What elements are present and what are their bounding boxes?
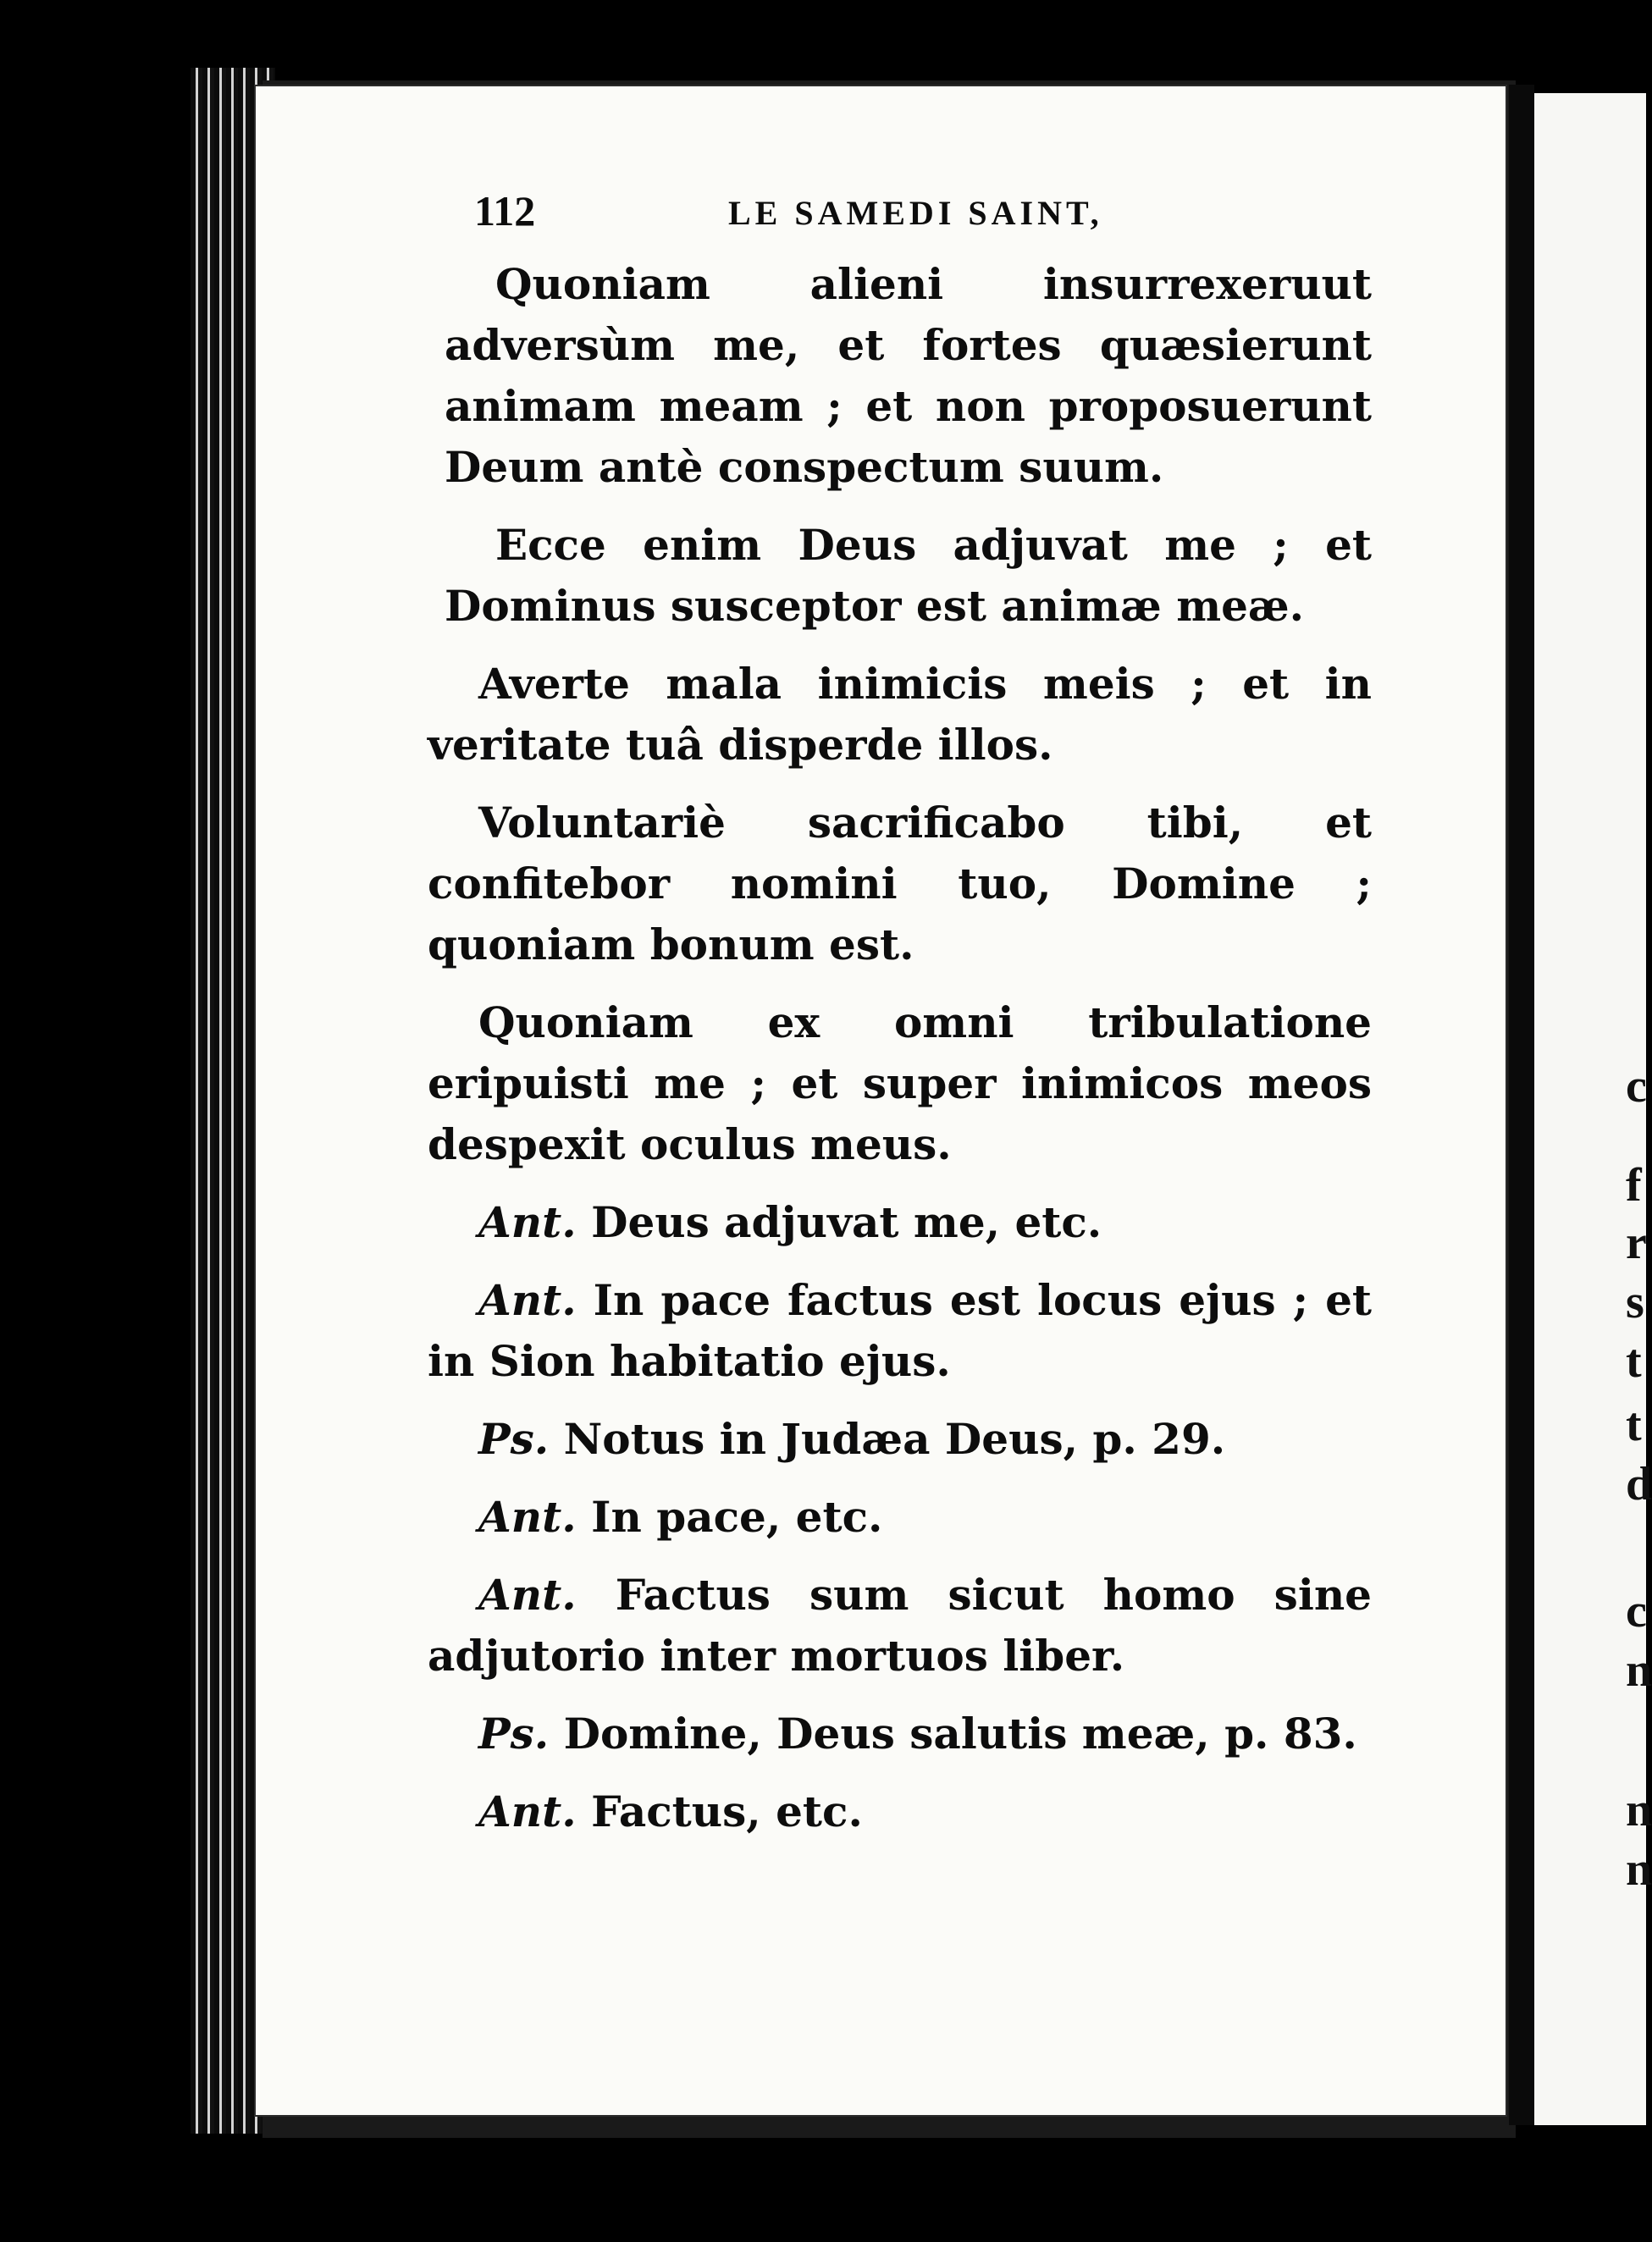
- antiphon-label: Ant.: [478, 1197, 577, 1247]
- paragraph: [445, 254, 1372, 498]
- paragraph: [428, 792, 1372, 975]
- antiphon: [428, 1487, 1372, 1548]
- paragraph-text: Domine, Deus salutis meæ, p. 83.: [563, 1709, 1357, 1759]
- adjacent-page-fragment: r: [1626, 1217, 1647, 1269]
- adjacent-page-fragment: n: [1626, 1784, 1652, 1836]
- antiphon-label: Ant.: [478, 1275, 577, 1325]
- paragraph-text: Voluntariè sacrificabo tibi, et confitebor nomini tuo, Domine ; quoniam bonum est.: [428, 798, 1372, 969]
- psalm-reference: [428, 1409, 1372, 1470]
- running-head: LE SAMEDI SAINT,: [728, 194, 1103, 232]
- adjacent-page: [1534, 93, 1652, 2125]
- adjacent-page-fragment: t: [1626, 1335, 1642, 1388]
- paragraph-text: Factus sum sicut homo sine adjutorio inter mortuos liber.: [428, 1570, 1372, 1681]
- page-header: [474, 186, 1406, 246]
- adjacent-page-fragment: s: [1626, 1276, 1644, 1328]
- psalm-label: Ps.: [478, 1414, 550, 1464]
- antiphon-label: Ant.: [478, 1570, 577, 1620]
- paragraph: [428, 992, 1372, 1175]
- paragraph-text: Deus adjuvat me, etc.: [591, 1197, 1102, 1247]
- adjacent-page-fragment: n: [1626, 1843, 1652, 1896]
- paragraph-text: Quoniam alieni insurrexeruut adversùm me, et fortes quæsierunt animam meam ; et non proposuerunt Deum antè conspectum suum.: [445, 259, 1372, 492]
- paragraph-text: Averte mala inimicis meis ; et in veritate tuâ disperde illos.: [428, 659, 1372, 770]
- antiphon-label: Ant.: [478, 1492, 577, 1542]
- antiphon: [428, 1192, 1372, 1253]
- paragraph: [428, 654, 1372, 776]
- page-gutter: [1509, 85, 1534, 2125]
- paragraph-text: In pace, etc.: [591, 1492, 883, 1542]
- adjacent-page-fragment: f: [1626, 1159, 1642, 1212]
- page-number: 112: [474, 187, 536, 235]
- antiphon: [428, 1565, 1372, 1687]
- adjacent-page-fragment: c: [1626, 1585, 1647, 1637]
- page-body: [428, 254, 1372, 1859]
- antiphon: [428, 1270, 1372, 1392]
- paragraph-text: Quoniam ex omni tribulatione eripuisti me ; et super inimicos meos despexit oculus meus.: [428, 997, 1372, 1169]
- paragraph: [445, 515, 1372, 637]
- paragraph-text: Ecce enim Deus adjuvat me ; et Dominus susceptor est animæ meæ.: [445, 520, 1372, 631]
- adjacent-page-fragment: t: [1626, 1399, 1642, 1451]
- antiphon-label: Ant.: [478, 1786, 577, 1836]
- adjacent-page-fragment: d: [1626, 1458, 1652, 1510]
- paragraph-text: Notus in Judæa Deus, p. 29.: [563, 1414, 1226, 1464]
- psalm-reference: [428, 1704, 1372, 1764]
- paragraph-text: Factus, etc.: [591, 1786, 863, 1836]
- antiphon: [428, 1781, 1372, 1842]
- adjacent-page-fragment: c: [1626, 1060, 1647, 1113]
- paragraph-text: In pace factus est locus ejus ; et in Sion habitatio ejus.: [428, 1275, 1372, 1386]
- psalm-label: Ps.: [478, 1709, 550, 1759]
- adjacent-page-fragment: n: [1626, 1644, 1652, 1697]
